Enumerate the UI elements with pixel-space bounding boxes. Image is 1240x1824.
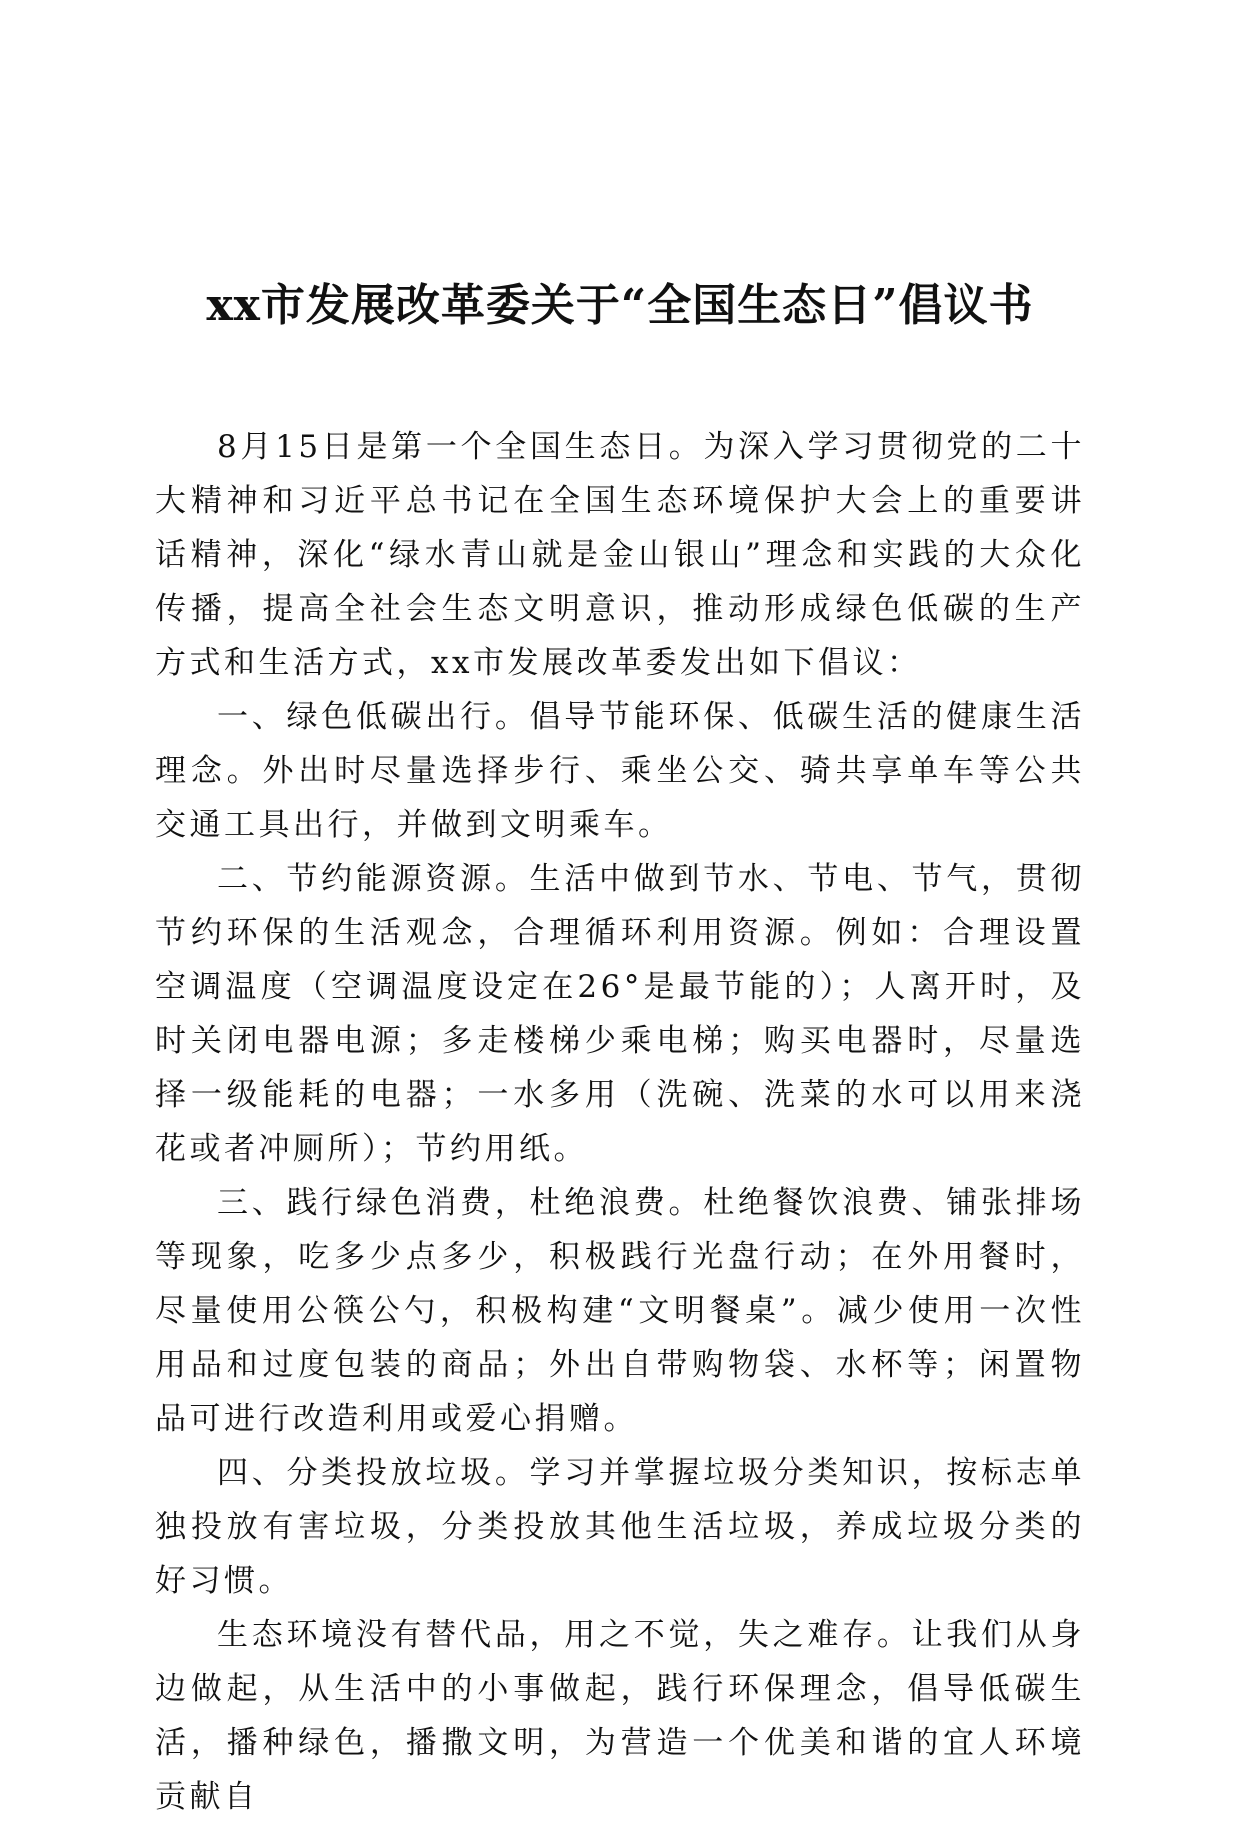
paragraph-green-travel: 一、绿色低碳出行。倡导节能环保、低碳生活的健康生活理念。外出时尽量选择步行、乘坐公交、骑共享单车等公共交通工具出行，并做到文明乘车。: [155, 699, 1085, 843]
paragraph-save-energy: 二、节约能源资源。生活中做到节水、节电、节气，贯彻节约环保的生活观念，合理循环利用资源。例如：合理设置空调温度（空调温度设定在26°是最节能的）；人离开时，及时关闭电器电源；多走楼梯少乘电梯；购买电器时，尽量选择一级能耗的电器；一水多用（洗碗、洗菜的水可以用来浇花或者冲厕所）；节约用纸。: [155, 861, 1085, 1167]
paragraph-green-consumption: 三、践行绿色消费，杜绝浪费。杜绝餐饮浪费、铺张排场等现象，吃多少点多少，积极践行光盘行动；在外用餐时，尽量使用公筷公勺，积极构建“文明餐桌”。减少使用一次性用品和过度包装的商品；外出自带购物袋、水杯等；闲置物品可进行改造利用或爱心捐赠。: [155, 1185, 1085, 1437]
paragraph-closing: 生态环境没有替代品，用之不觉，失之难存。让我们从身边做起，从生活中的小事做起，践行环保理念，倡导低碳生活，播种绿色，播撒文明，为营造一个优美和谐的宜人环境贡献自: [155, 1617, 1085, 1815]
paragraph-intro: 8月15日是第一个全国生态日。为深入学习贯彻党的二十大精神和习近平总书记在全国生态环境保护大会上的重要讲话精神，深化“绿水青山就是金山银山”理念和实践的大众化传播，提高全社会生态文明意识，推动形成绿色低碳的生产方式和生活方式，xx市发展改革委发出如下倡议：: [155, 429, 1085, 681]
paragraph-garbage-sorting: 四、分类投放垃圾。学习并掌握垃圾分类知识，按标志单独投放有害垃圾，分类投放其他生活垃圾，养成垃圾分类的好习惯。: [155, 1455, 1085, 1599]
document-body: [155, 420, 1085, 1824]
document-title: xx市发展改革委关于“全国生态日”倡议书: [206, 280, 1034, 331]
